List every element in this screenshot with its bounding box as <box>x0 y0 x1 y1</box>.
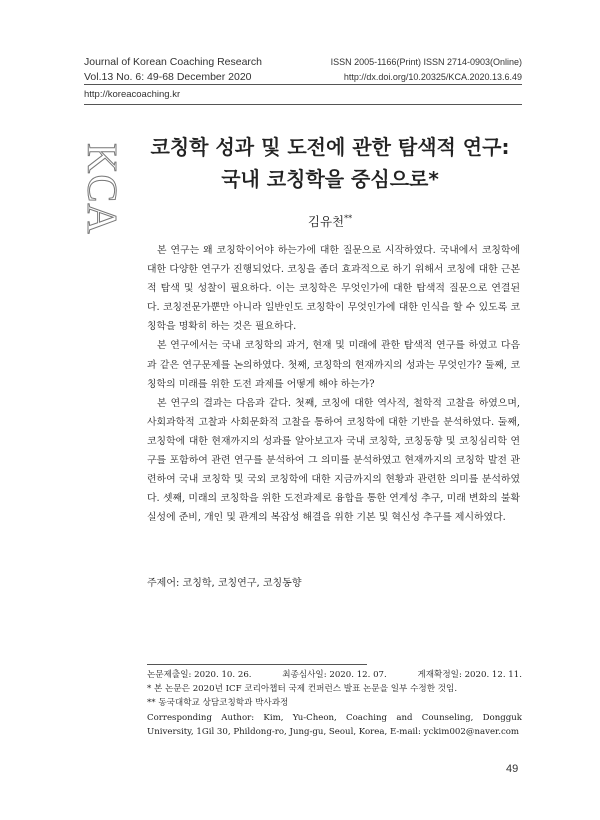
volume-info: Vol.13 No. 6: 49-68 December 2020 <box>84 71 252 83</box>
reviewed-date: 최종심사일: 2020. 12. 07. <box>282 670 387 680</box>
journal-url[interactable]: http://koreacoaching.kr <box>84 89 181 100</box>
journal-header-right <box>331 55 522 85</box>
abstract-paragraph-2: 본 연구에서는 국내 코칭학의 과거, 현재 및 미래에 관한 탐색적 연구를 하였고 다음과 같은 연구문제를 논의하였다. 첫째, 코칭학의 현재까지의 성과는 무엇인가? 둘째, 코칭학의 미래를 위한 도전 과제를 어떻게 해야 하는가? <box>147 340 520 390</box>
footnote-2: ** 동국대학교 상담코칭학과 박사과정 <box>147 698 289 709</box>
author-line <box>100 212 560 230</box>
paper-title-line2: 국내 코칭학을 중심으로* <box>221 167 439 191</box>
kca-logo: KCA <box>78 143 124 235</box>
page-number: 49 <box>506 763 519 775</box>
accepted-date: 게재확정일: 2020. 12. 11. <box>417 670 522 680</box>
review-dates <box>147 668 522 682</box>
author-footnote-mark: ** <box>344 213 353 223</box>
abstract-paragraph-1: 본 연구는 왜 코칭학이어야 하는가에 대한 질문으로 시작하였다. 국내에서 코칭학에 대한 다양한 연구가 진행되었다. 코칭을 좀더 효과적으로 하기 위해서 코칭에 대한 근본적 탐색 및 성찰이 필요하다. 이는 코칭학은 무엇인가에 대한 탐색적 질문으로 연결된다. 코칭전문가뿐만 아니라 일반인도 코칭학이 무엇인가에 대한 인식을 할 수 있도록 코칭학을 명확히 하는 것은 필요하다. <box>147 245 520 333</box>
issn-info: ISSN 2005-1166(Print) ISSN 2714-0903(Online) <box>330 57 522 67</box>
journal-header-left <box>84 55 262 85</box>
keywords: 주제어: 코칭학, 코칭연구, 코칭동향 <box>147 578 302 589</box>
header-rule <box>84 84 522 85</box>
abstract-paragraph-3: 본 연구의 결과는 다음과 같다. 첫째, 코칭에 대한 역사적, 철학적 고찰을 하였으며, 사회과학적 고찰과 사회문화적 고찰을 통하여 코칭학에 대한 기반을 분석하였다. 둘째, 코칭학에 대한 현재까지의 성과를 알아보고자 국내 코칭학, 코칭동향 및 코칭심리학 연구를 포함하여 관련 연구를 분석하여 그 의미를 분석하였고 현재까지의 코칭학 발전 관련하여 국내 코칭학 및 국외 코칭학에 대한 지금까지의 현황과 관련한 의미를 분석하였다. 셋째, 미래의 코칭학을 위한 도전과제로 융합을 통한 연계성 추구, 미래 변화의 불확실성에 준비, 개인 및 관계의 복잡성 해결을 위한 기본 및 혁신성 추구를 제시하였다. <box>147 397 520 524</box>
author-name: 김유천 <box>307 214 345 229</box>
corresponding-author: Corresponding Author: Kim, Yu-Cheon, Coaching and Counseling, Dongguk University, 1Gil 30, Phildong-ro, Jung-gu, Seoul, Korea, E-mail: yckim002@naver.com <box>147 712 522 737</box>
submitted-date: 논문제출일: 2020. 10. 26. <box>147 670 252 680</box>
footnotes <box>147 668 522 739</box>
abstract <box>147 241 520 527</box>
footnote-1: * 본 논문은 2020년 ICF 코리아챕터 국제 컨퍼런스 발표 논문을 일부 수정한 것임. <box>147 684 458 695</box>
footnote-rule <box>147 664 367 665</box>
paper-title-line1: 코칭학 성과 및 도전에 관한 탐색적 연구: <box>150 135 510 159</box>
journal-name: Journal of Korean Coaching Research <box>84 56 263 68</box>
doi-link[interactable]: http://dx.doi.org/10.20325/KCA.2020.13.6.49 <box>343 72 522 82</box>
header-rule-2 <box>84 104 522 105</box>
